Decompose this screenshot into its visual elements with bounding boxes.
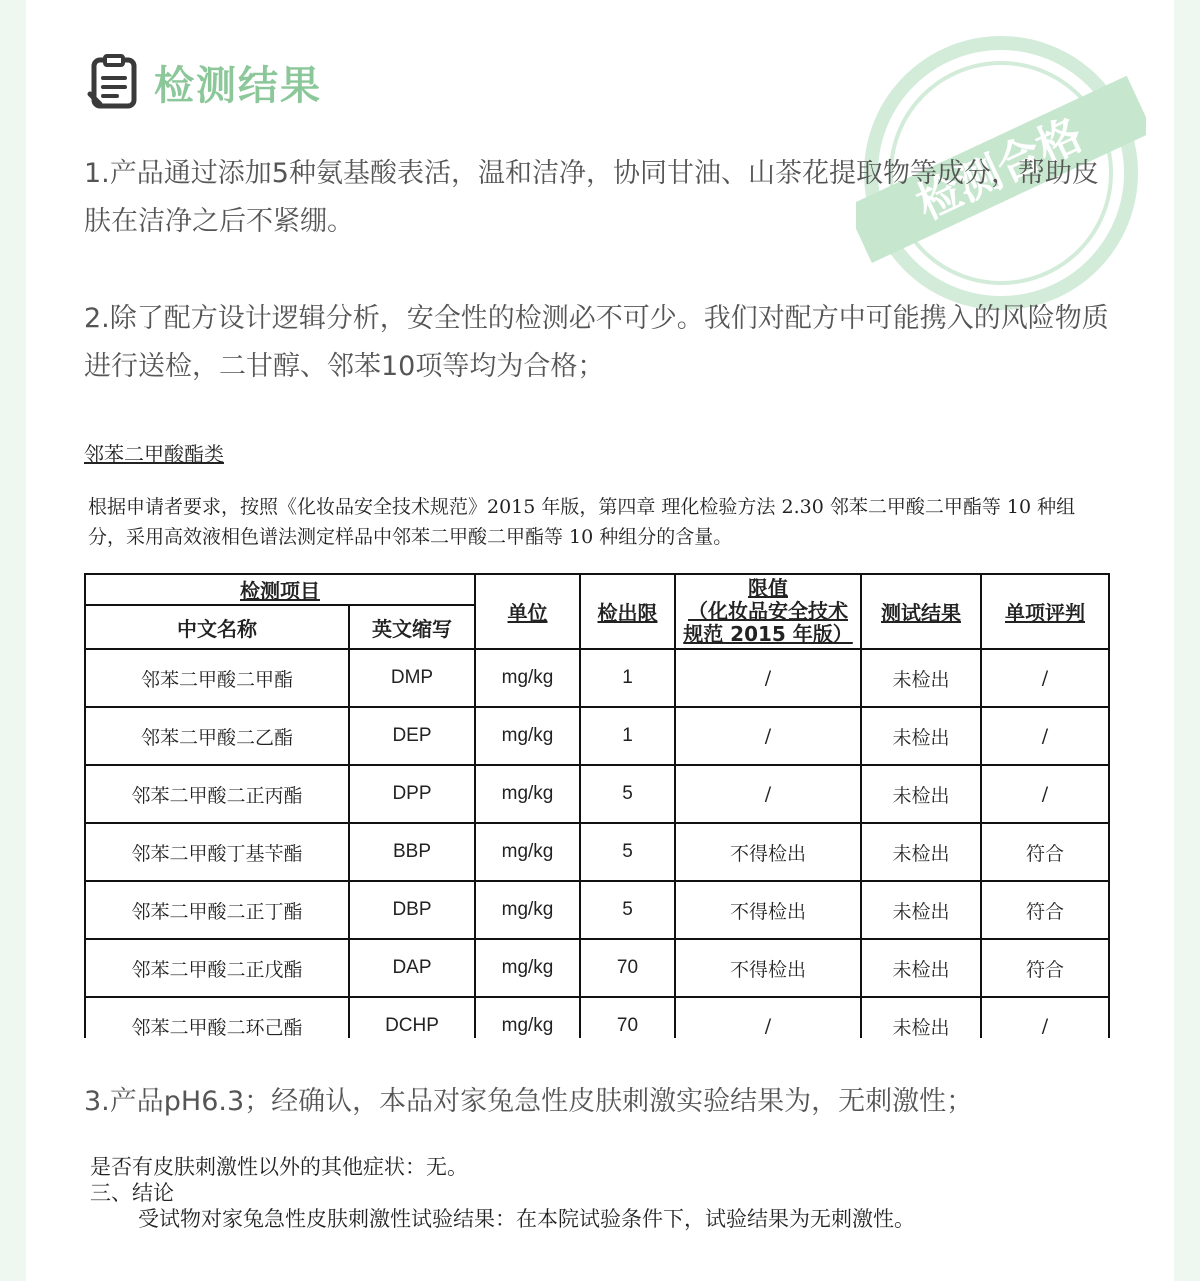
cell-unit: mg/kg	[475, 765, 580, 823]
cell-unit: mg/kg	[475, 823, 580, 881]
header-limit-line2: （化妆品安全技术	[688, 599, 848, 623]
cell-result: 未检出	[861, 881, 981, 939]
cell-en-abbr: DBP	[349, 881, 475, 939]
table-row	[85, 997, 1109, 1038]
report-subtitle: 邻苯二甲酸酯类	[84, 442, 224, 466]
header-en-abbr: 英文缩写	[349, 605, 475, 649]
page-title: 检测结果	[154, 62, 322, 109]
cell-cn-name: 邻苯二甲酸二乙酯	[85, 707, 349, 765]
cell-verdict: /	[981, 765, 1109, 823]
cell-limit-value: 不得检出	[675, 881, 861, 939]
cell-en-abbr: DCHP	[349, 997, 475, 1038]
header-limit-value	[675, 574, 861, 649]
table-row	[85, 939, 1109, 997]
cell-verdict: 符合	[981, 939, 1109, 997]
cell-limit-value: 不得检出	[675, 939, 861, 997]
cell-result: 未检出	[861, 997, 981, 1038]
table-row	[85, 881, 1109, 939]
cell-en-abbr: DPP	[349, 765, 475, 823]
cell-cn-name: 邻苯二甲酸丁基苄酯	[85, 823, 349, 881]
cell-detect-limit: 70	[580, 939, 675, 997]
paragraph-1: 1.产品通过添加5种氨基酸表活，温和洁净，协同甘油、山茶花提取物等成分，帮助皮肤在洁净之后不紧绷。	[84, 158, 1099, 237]
paragraph-3: 3.产品pH6.3；经确认，本品对家兔急性皮肤刺激实验结果为，无刺激性；	[84, 1086, 974, 1117]
cell-unit: mg/kg	[475, 939, 580, 997]
cell-detect-limit: 5	[580, 823, 675, 881]
header-limit-line1: 限值	[748, 576, 788, 600]
cell-detect-limit: 5	[580, 765, 675, 823]
cell-detect-limit: 1	[580, 707, 675, 765]
header-verdict: 单项评判	[981, 574, 1109, 649]
cell-unit: mg/kg	[475, 997, 580, 1038]
right-margin-bar	[1174, 0, 1200, 1281]
cell-result: 未检出	[861, 939, 981, 997]
section-header	[86, 50, 322, 114]
cell-verdict: /	[981, 997, 1109, 1038]
table-row	[85, 649, 1109, 707]
header-detect-limit: 检出限	[580, 574, 675, 649]
cell-unit: mg/kg	[475, 649, 580, 707]
cell-detect-limit: 70	[580, 997, 675, 1038]
cell-cn-name: 邻苯二甲酸二正戊酯	[85, 939, 349, 997]
cell-result: 未检出	[861, 765, 981, 823]
cell-result: 未检出	[861, 707, 981, 765]
clipboard-list-icon	[86, 54, 142, 110]
header-cn-name: 中文名称	[85, 605, 349, 649]
cell-limit-value: /	[675, 649, 861, 707]
cell-limit-value: /	[675, 765, 861, 823]
table-row	[85, 707, 1109, 765]
report2-line2: 三、结论	[90, 1181, 174, 1205]
cell-limit-value: /	[675, 997, 861, 1038]
cell-cn-name: 邻苯二甲酸二环己酯	[85, 997, 349, 1038]
cell-verdict: 符合	[981, 823, 1109, 881]
cell-en-abbr: BBP	[349, 823, 475, 881]
cell-limit-value: 不得检出	[675, 823, 861, 881]
cell-verdict: /	[981, 707, 1109, 765]
header-result: 测试结果	[861, 574, 981, 649]
report2-line3: 受试物对家兔急性皮肤刺激性试验结果：在本院试验条件下，试验结果为无刺激性。	[138, 1207, 915, 1231]
cell-result: 未检出	[861, 649, 981, 707]
header-limit-line3: 规范 2015 年版）	[683, 622, 853, 646]
phthalate-test-table	[84, 573, 1110, 1038]
left-margin-bar	[0, 0, 26, 1281]
cell-detect-limit: 1	[580, 649, 675, 707]
stamp-text: 检测合格	[908, 109, 1091, 231]
cell-en-abbr: DEP	[349, 707, 475, 765]
table-row	[85, 765, 1109, 823]
table-row	[85, 823, 1109, 881]
report2-line1: 是否有皮肤刺激性以外的其他症状：无。	[90, 1155, 468, 1179]
cell-cn-name: 邻苯二甲酸二正丙酯	[85, 765, 349, 823]
cell-en-abbr: DAP	[349, 939, 475, 997]
report-table-container	[84, 573, 1110, 1038]
cell-verdict: 符合	[981, 881, 1109, 939]
paragraph-2: 2.除了配方设计逻辑分析，安全性的检测必不可少。我们对配方中可能携入的风险物质进行送检，二甘醇、邻苯10项等均为合格；	[84, 303, 1109, 382]
header-unit: 单位	[475, 574, 580, 649]
cell-unit: mg/kg	[475, 707, 580, 765]
cell-unit: mg/kg	[475, 881, 580, 939]
cell-cn-name: 邻苯二甲酸二甲酯	[85, 649, 349, 707]
cell-limit-value: /	[675, 707, 861, 765]
cell-result: 未检出	[861, 823, 981, 881]
cell-detect-limit: 5	[580, 881, 675, 939]
irritation-report-excerpt	[90, 1154, 915, 1232]
cell-en-abbr: DMP	[349, 649, 475, 707]
cell-cn-name: 邻苯二甲酸二正丁酯	[85, 881, 349, 939]
header-test-item: 检测项目	[85, 574, 475, 605]
cell-verdict: /	[981, 649, 1109, 707]
report-description: 根据申请者要求，按照《化妆品安全技术规范》2015 年版，第四章 理化检验方法 2.30 邻苯二甲酸二甲酯等 10 种组分，采用高效液相色谱法测定样品中邻苯二甲酸二甲酯等 10 种组分的含量。	[88, 496, 1076, 548]
